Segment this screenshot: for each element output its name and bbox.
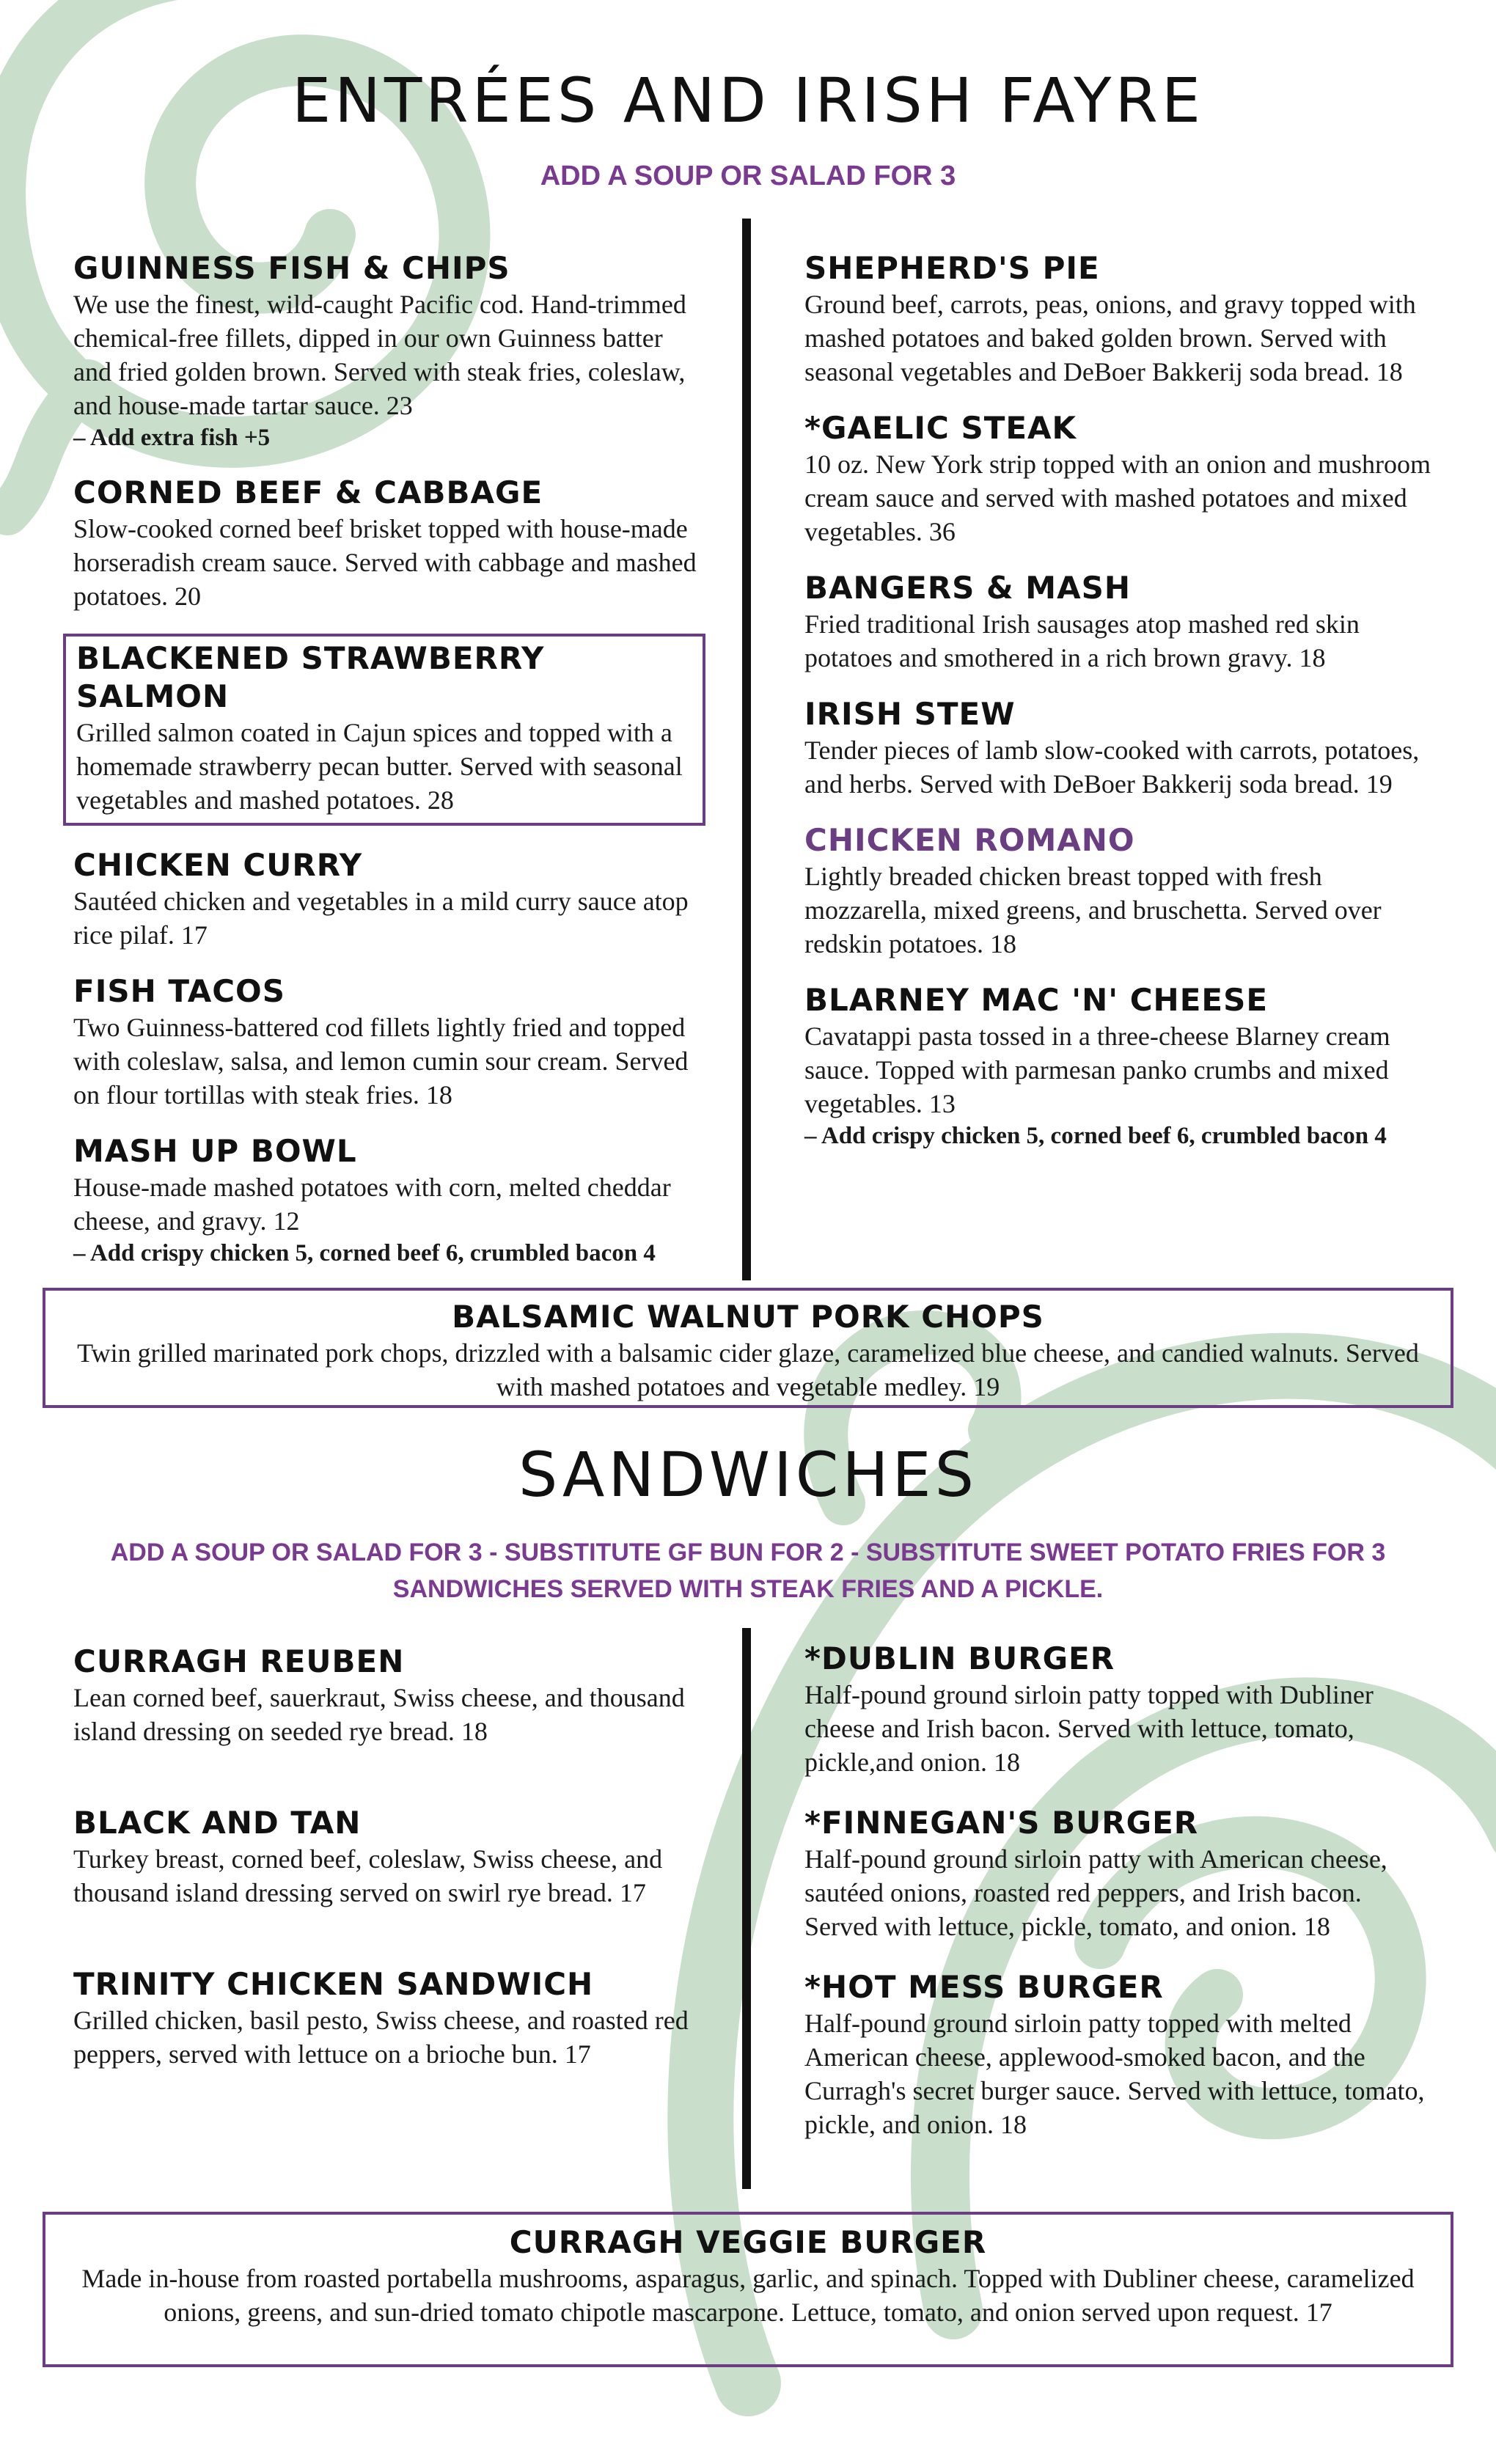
item-addon-note: – Add crispy chicken 5, corned beef 6, crumbled bacon 4 <box>804 1123 1387 1149</box>
entrees-title: ENTRÉES AND IRISH FAYRE <box>292 65 1204 136</box>
sandwiches-right-column <box>804 1640 1435 2162</box>
menu-item <box>804 981 1435 1151</box>
menu-item <box>804 695 1435 801</box>
sandwiches-subtitle: ADD A SOUP OR SALAD FOR 3 - SUBSTITUTE GF BUN FOR 2 - SUBSTITUTE SWEET POTATO FRIES FOR 3 <box>110 1539 1386 1566</box>
menu-item <box>73 972 704 1112</box>
item-name: CHICKEN ROMANO <box>804 822 1135 858</box>
item-description: Fried traditional Irish sausages atop mashed red skin potatoes and smothered in a rich brown gravy. 18 <box>804 609 1360 672</box>
item-description: Tender pieces of lamb slow-cooked with carrots, potatoes, and herbs. Served with DeBoer Bakkerij soda bread. 19 <box>804 736 1420 799</box>
item-name: CORNED BEEF & CABBAGE <box>73 474 543 510</box>
item-description: Ground beef, carrots, peas, onions, and gravy topped with mashed potatoes and baked golden brown. Served with seasonal vegetables and DeBoer Bakkerij soda bread. 18 <box>804 290 1416 386</box>
item-name: FISH TACOS <box>73 973 286 1009</box>
menu-item <box>804 1968 1435 2141</box>
item-name: CURRAGH REUBEN <box>73 1643 405 1679</box>
item-description: House-made mashed potatoes with corn, melted cheddar cheese, and gravy. 12 <box>73 1173 671 1236</box>
menu-item <box>73 1643 704 1748</box>
item-description: 10 oz. New York strip topped with an onion and mushroom cream sauce and served with mashed potatoes and mixed vegetables. 36 <box>804 450 1431 546</box>
item-name: *DUBLIN BURGER <box>804 1640 1115 1676</box>
item-name: *HOT MESS BURGER <box>804 1969 1164 2005</box>
item-name: BALSAMIC WALNUT PORK CHOPS <box>452 1299 1044 1335</box>
item-addon-note: – Add extra fish +5 <box>73 425 271 451</box>
menu-item <box>73 1965 704 2071</box>
menu-item <box>804 569 1435 675</box>
entrees-subtitle: ADD A SOUP OR SALAD FOR 3 <box>540 161 956 191</box>
featured-menu-item <box>43 1288 1453 1408</box>
item-description: Grilled chicken, basil pesto, Swiss cheese, and roasted red peppers, served with lettuce on a brioche bun. 17 <box>73 2006 689 2069</box>
item-name: BLACKENED STRAWBERRY SALMON <box>76 640 545 714</box>
item-description: Grilled salmon coated in Cajun spices and topped with a homemade strawberry pecan butter. Served with seasonal vegetables and mashed potatoes. 28 <box>76 718 683 815</box>
entrees-column-divider <box>742 219 751 1280</box>
item-description: Twin grilled marinated pork chops, drizzled with a balsamic cider glaze, caramelized blue cheese, and candied walnuts. Served with mashed potatoes and vegetable medley. 19 <box>77 1338 1419 1401</box>
item-description: Made in-house from roasted portabella mushrooms, asparagus, garlic, and spinach. Topped with Dubliner cheese, caramelized onions, greens, and sun-dried tomato chipotle mascarpone. Lettuce, tomato, and onion served upon request. 17 <box>81 2264 1415 2327</box>
item-description: Cavatappi pasta tossed in a three-cheese Blarney cream sauce. Topped with parmesan panko crumbs and mixed vegetables. 13 <box>804 1022 1390 1118</box>
item-description: Sautéed chicken and vegetables in a mild curry sauce atop rice pilaf. 17 <box>73 887 689 950</box>
menu-item <box>73 846 704 952</box>
item-name: MASH UP BOWL <box>73 1133 357 1169</box>
sandwiches-title: SANDWICHES <box>518 1439 978 1511</box>
item-description: Slow-cooked corned beef brisket topped with house-made horseradish cream sauce. Served with cabbage and mashed potatoes. 20 <box>73 514 697 611</box>
menu-item <box>73 1804 704 1910</box>
item-description: Half-pound ground sirloin patty topped with melted American cheese, applewood-smoked bacon, and the Curragh's secret burger sauce. Served with lettuce, tomato, pickle, and onion. 18 <box>804 2009 1425 2139</box>
item-name: BANGERS & MASH <box>804 570 1131 606</box>
item-description: Lightly breaded chicken breast topped with fresh mozzarella, mixed greens, and bruschetta. Served over redskin potatoes. 18 <box>804 862 1382 958</box>
item-description: Two Guinness-battered cod fillets lightly fried and topped with coleslaw, salsa, and lemon cumin sour cream. Served on flour tortillas with steak fries. 18 <box>73 1013 689 1110</box>
item-description: Half-pound ground sirloin patty with American cheese, sautéed onions, roasted red peppers, and Irish bacon. Served with lettuce, pickle, tomato, and onion. 18 <box>804 1844 1387 1941</box>
menu-item <box>804 821 1435 961</box>
item-name: CURRAGH VEGGIE BURGER <box>509 2224 987 2260</box>
sandwiches-left-column <box>73 1643 704 2091</box>
item-name: CHICKEN CURRY <box>73 847 363 883</box>
item-name: *FINNEGAN'S BURGER <box>804 1805 1199 1841</box>
featured-menu-item <box>63 634 705 826</box>
item-name: TRINITY CHICKEN SANDWICH <box>73 1966 594 2002</box>
sandwiches-column-divider <box>742 1628 751 2189</box>
item-addon-note: – Add crispy chicken 5, corned beef 6, crumbled bacon 4 <box>73 1240 656 1266</box>
entrees-left-column <box>73 249 704 1289</box>
featured-menu-item <box>43 2212 1453 2367</box>
item-description: We use the finest, wild-caught Pacific cod. Hand-trimmed chemical-free fillets, dipped in our own Guinness batter and fried golden brown. Served with steak fries, coleslaw, and house-made tartar sauce. 23 <box>73 290 686 420</box>
menu-item <box>804 249 1435 389</box>
sandwiches-subtitle-note: SANDWICHES SERVED WITH STEAK FRIES AND A PICKLE. <box>392 1575 1104 1603</box>
item-name: IRISH STEW <box>804 696 1016 732</box>
menu-item <box>804 1640 1435 1779</box>
menu-item <box>73 474 704 613</box>
item-name: BLACK AND TAN <box>73 1805 362 1841</box>
item-description: Lean corned beef, sauerkraut, Swiss cheese, and thousand island dressing on seeded rye bread. 18 <box>73 1683 685 1746</box>
menu-item <box>804 1804 1435 1943</box>
item-description: Turkey breast, corned beef, coleslaw, Swiss cheese, and thousand island dressing served on swirl rye bread. 17 <box>73 1844 663 1907</box>
menu-item <box>73 1132 704 1269</box>
item-name: BLARNEY MAC 'N' CHEESE <box>804 982 1269 1018</box>
item-name: *GAELIC STEAK <box>804 410 1077 446</box>
item-description: Half-pound ground sirloin patty topped with Dubliner cheese and Irish bacon. Served with lettuce, tomato, pickle,and onion. 18 <box>804 1680 1374 1777</box>
menu-item <box>73 249 704 453</box>
item-name: SHEPHERD'S PIE <box>804 250 1100 286</box>
menu-item <box>804 409 1435 549</box>
item-name: GUINNESS FISH & CHIPS <box>73 250 510 286</box>
entrees-right-column <box>804 249 1435 1172</box>
